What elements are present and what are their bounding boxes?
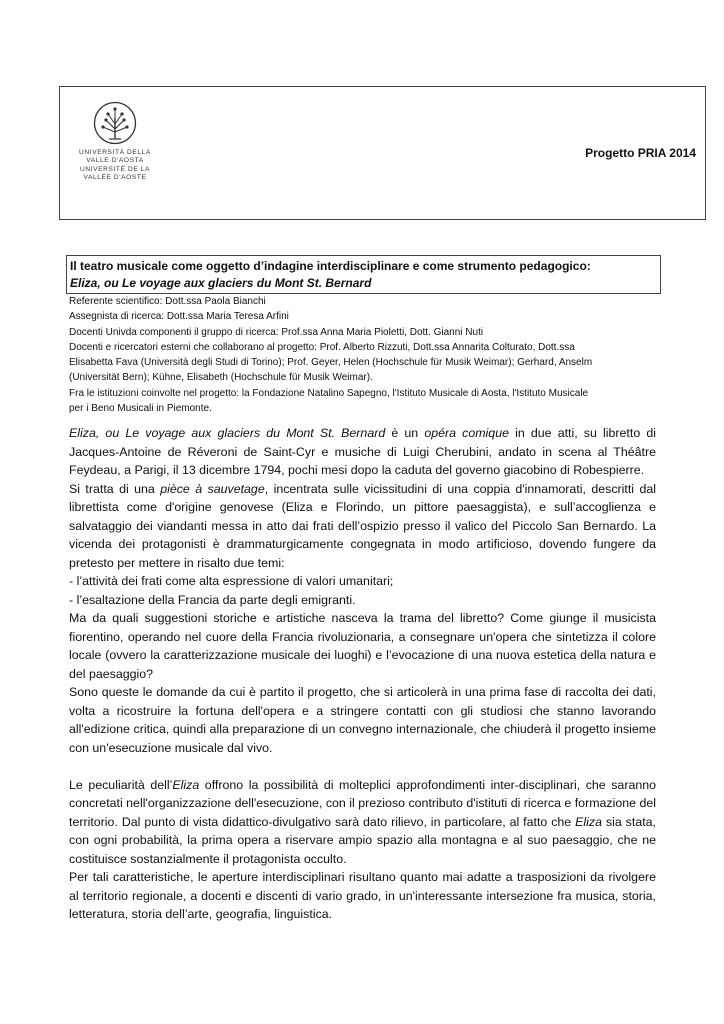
credits-block (69, 294, 669, 416)
paragraph-intro: Eliza, ou Le voyage aux glaciers du Mont St. Bernard è un opéra comique in due atti, su libretto di Jacques-Antoine de Réveroni de Saint-Cyr e musiche di Luigi Cherubini, andato in scena al Théâtre Feydeau, a Parigi, il 13 dicembre 1794, pochi mesi dopo la caduta del governo giacobino di Robespierre. (69, 426, 656, 477)
credit-line: Docenti Univda componenti il gruppo di ricerca: Prof.ssa Anna Maria Pioletti, Dott. Gianni Nuti (69, 326, 484, 338)
credit-line: per i Beno Musicali in Piemonte. (69, 403, 212, 415)
bullet-item: - l’attività dei frati come alta espressione di valori umanitari; (69, 574, 394, 588)
paragraph-conclusion: Per tali caratteristiche, le aperture interdisciplinari risultano quanto mai adatte a trasposizioni da rivolgere al territorio regionale, a docenti e discenti di vario grado, in un'interessante intersezione fra musica, storia, letteratura, storia dell’arte, geografia, linguistica. (69, 870, 656, 921)
credit-line: Fra le istituzioni coinvolte nel progetto: la Fondazione Natalino Sapegno, l'Istituto Musicale di Aosta, l'Istituto Musicale (69, 387, 589, 399)
title-line-1: Il teatro musicale come oggetto d’indagine interdisciplinare e come strumento pedagogico: (70, 259, 591, 273)
title-line-2: Eliza, ou Le voyage aux glaciers du Mont St. Bernard (70, 276, 372, 290)
paragraph-plot: Si tratta di una pièce à sauvetage, incentrata sulle vicissitudini di una coppia d'innamorati, descritti dal librettista come d'origine genovese (Eliza e Florindo, un pittore paesaggista), e sull’accoglienza e salvataggio dei viandanti messa in atto dai frati dell’ospizio presso il valico del Piccolo San Bernardo. La vicenda dei protagonisti è drammaturgicamente congegnata in modo artificioso, dovendo fungere da pretesto per mettere in risalto due temi: (69, 481, 656, 570)
logo-text-line: UNIVERSITÉ DE LA (79, 165, 151, 173)
header-box (59, 86, 706, 220)
credit-line: Elisabetta Fava (Università degli Studi di Torino); Prof. Geyer, Helen (Hochschule für Musik Weimar); Gerhard, Anselm (69, 357, 593, 369)
title-box (66, 255, 661, 294)
paragraph-spacer (69, 757, 656, 776)
university-logo (72, 101, 158, 183)
paragraph-questions: Ma da quali suggestioni storiche e artistiche nasceva la trama del libretto? Come giunge il musicista fiorentino, operando nel cuore della Francia rivoluzionaria, a consegnare un'opera che sintetizza il colore locale (ovvero la caratterizzazione musicale dei luoghi) e l’evocazione di una nuova estetica della natura e del paesaggio? (69, 611, 656, 681)
tree-emblem-icon (93, 101, 137, 145)
credit-line: Referente scientifico: Dott.ssa Paola Bianchi (69, 296, 266, 307)
logo-text-line: VALLÉE D'AOSTE (83, 174, 147, 182)
logo-text-line: VALLE D'AOSTA (86, 157, 144, 165)
credit-line: Assegnista di ricerca: Dott.ssa Maria Teresa Arfini (69, 311, 289, 323)
project-label: Progetto PRIA 2014 (585, 146, 696, 160)
opera-title: Eliza, ou Le voyage aux glaciers du Mont St. Bernard (69, 426, 386, 440)
paragraph-project: Sono queste le domande da cui è partito il progetto, che si articolerà in una prima fase di raccolta dei dati, volta a ricostruire la fortuna dell'opera e a stringere contatti con gli studiosi che stanno lavorando all'edizione critica, quindi alla preparazione di un convegno internazionale, che chiuderà il progetto insieme con un'esecuzione musicale dal vivo. (69, 685, 656, 755)
paragraph-features: Le peculiarità dell’Eliza offrono la possibilità di molteplici approfondimenti inter-disciplinari, che saranno concretati nell'organizzazione dell'esecuzione, con il prezioso contributo d'istituti di ricerca e formazione del territorio. Dal punto di vista didattico-divulgativo sarà dato rilievo, in particolare, al fatto che Eliza sia stata, con ogni probabilità, la prima opera a riservare ampio spazio alla montagna e al suo paesaggio, che ne costituisce sostanzialmente il protagonista occulto. (69, 777, 657, 866)
credit-line: (Universität Bern); Kühne, Elisabeth (Hochschule für Musik Weimar). (69, 372, 373, 384)
credit-line: Docenti e ricercatori esterni che collaborano al progetto: Prof. Alberto Rizzuti, Dott.ssa Annarita Colturato, Dott.ssa (69, 341, 575, 353)
opera-genre: opéra comique (424, 426, 509, 440)
logo-text-line: UNIVERSITÀ DELLA (79, 149, 151, 156)
bullet-item: - l’esaltazione della Francia da parte degli emigranti. (69, 592, 356, 607)
body-text (69, 424, 656, 924)
opera-genre: pièce à sauvetage (160, 481, 265, 496)
